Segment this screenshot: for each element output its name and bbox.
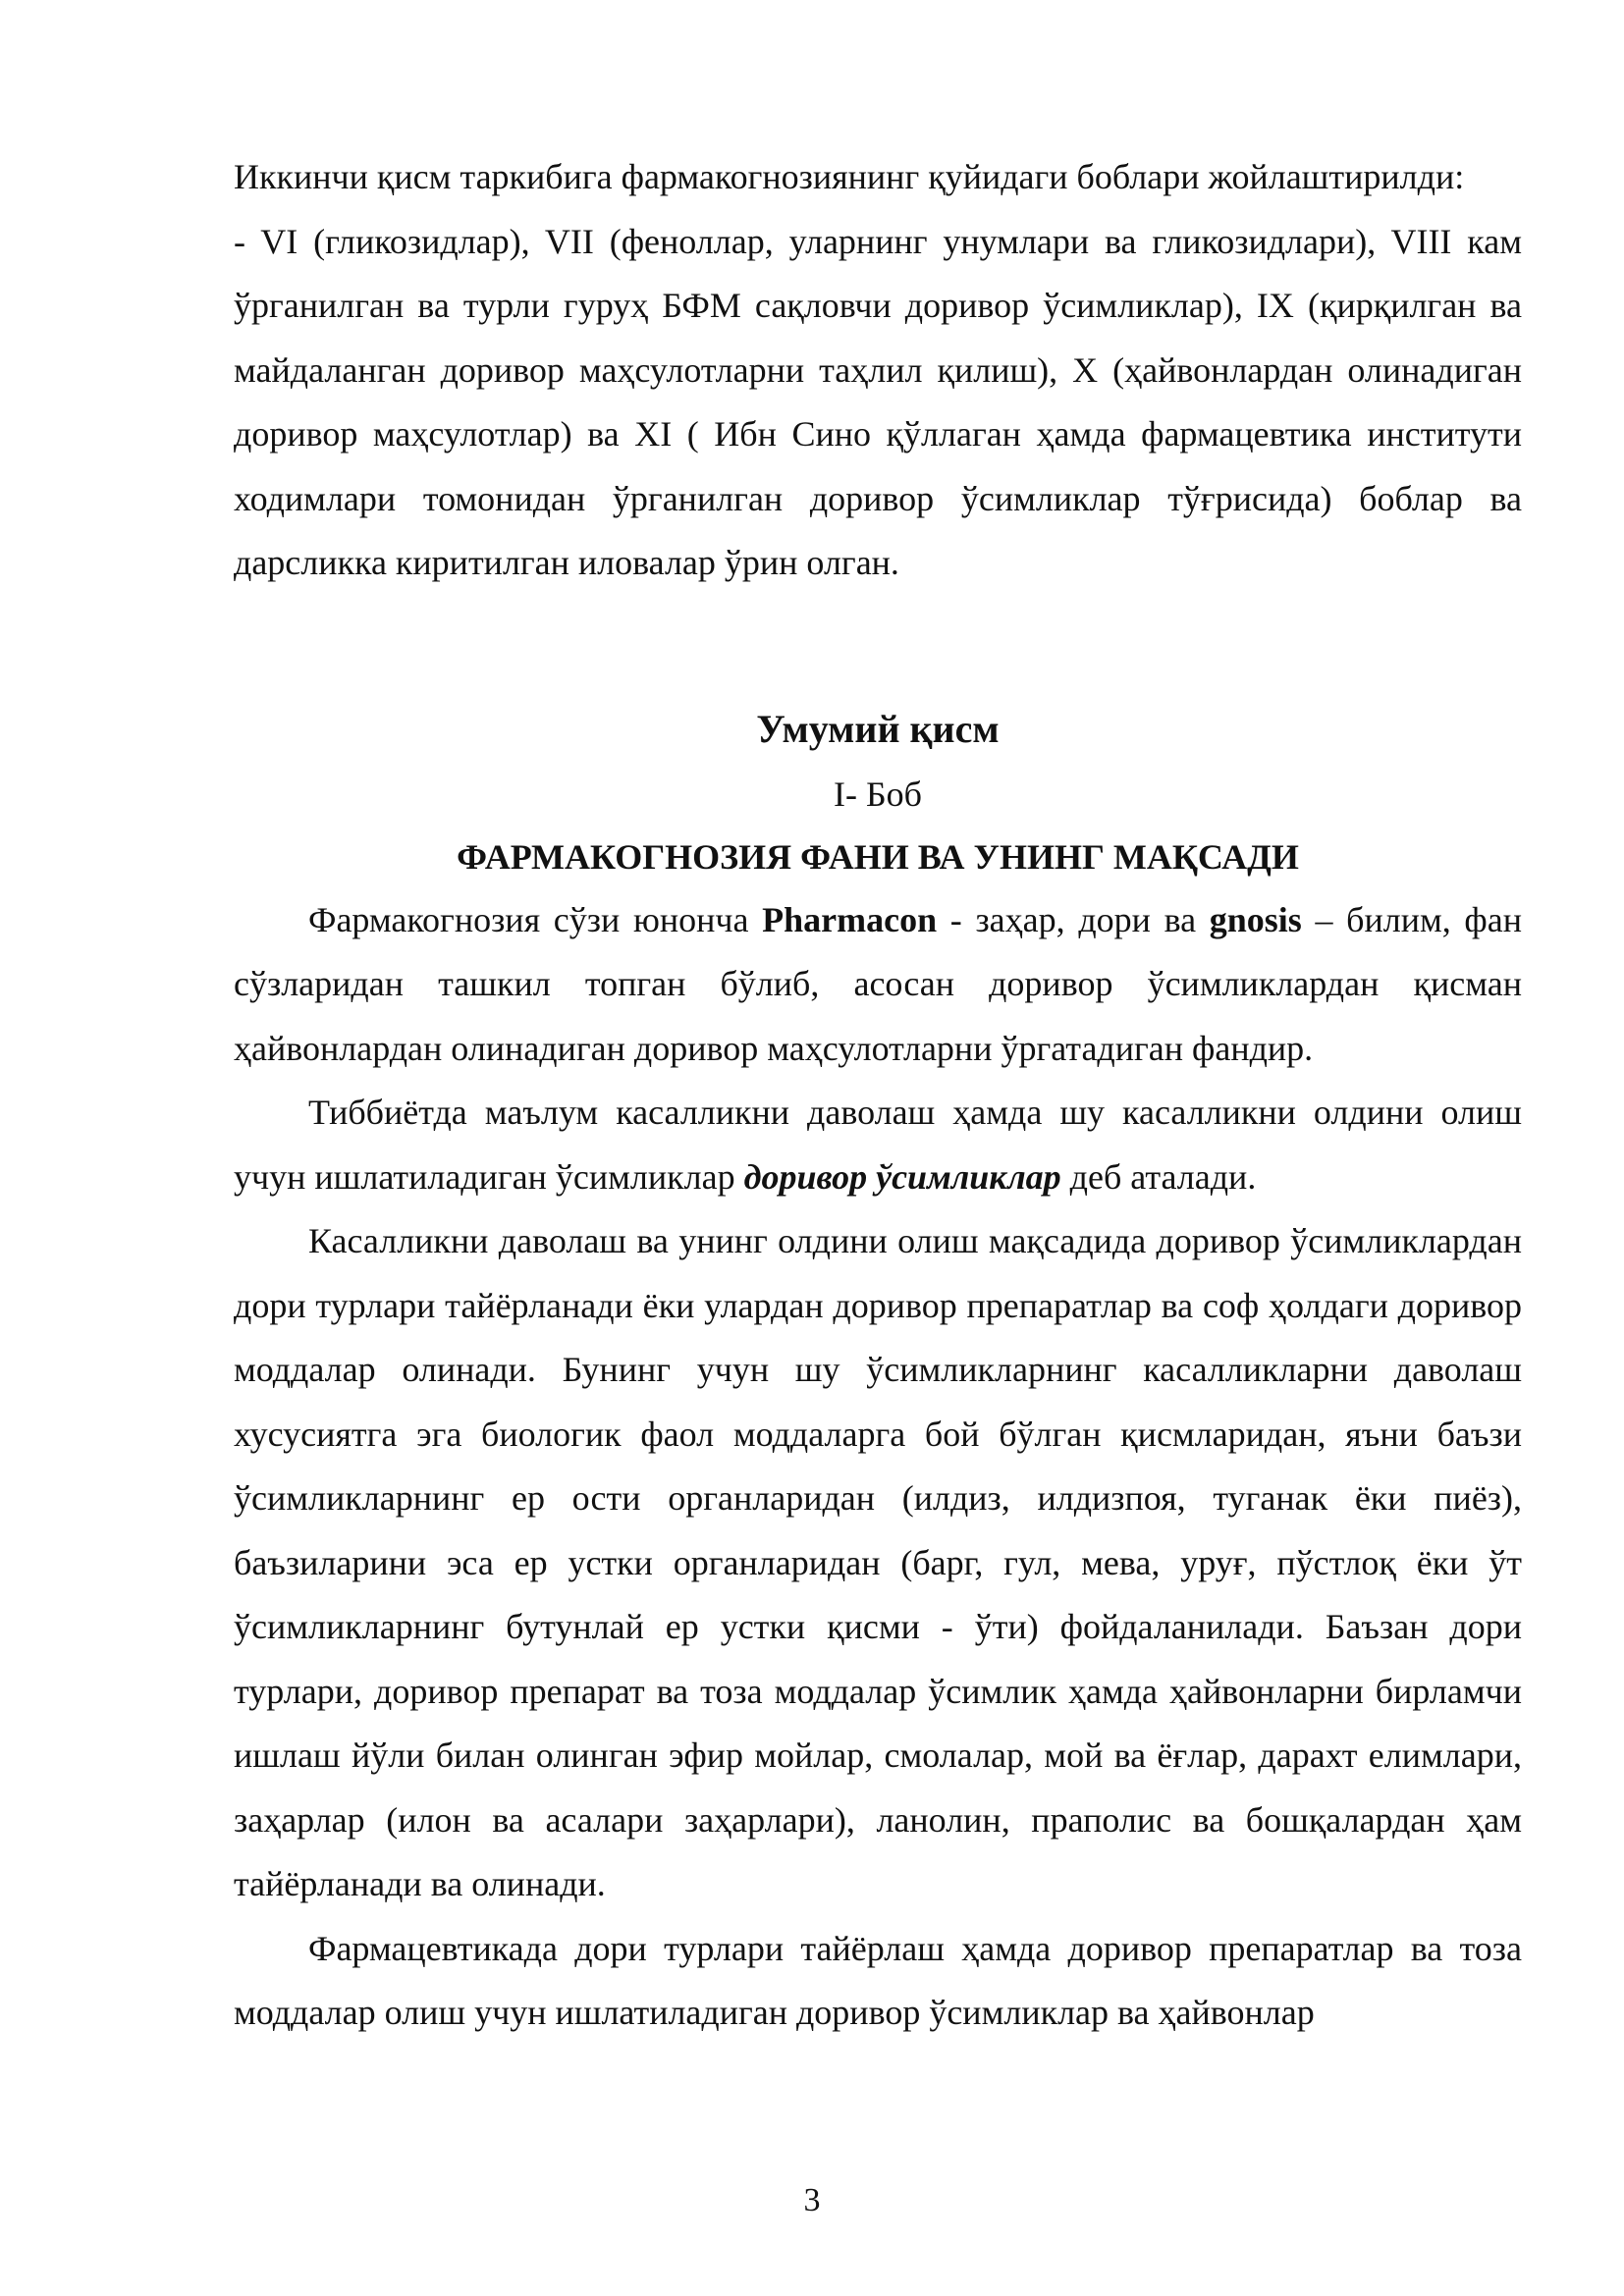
- document-page: [234, 145, 1522, 2046]
- section-title: Умумий қисм: [756, 706, 1000, 751]
- text-segment: Тиббиётда маълум касалликни даволаш ҳамда шу касалликни олдини олиш учун ишлатиладиган ўсимликлар: [234, 1093, 1522, 1197]
- spacer: [234, 596, 1522, 696]
- text-segment: – билим, фан сўзларидан ташкил топган бўлиб, асосан доривор ўсимликлардан қисман ҳайвонлардан олинадиган доривор маҳсулотларни ўргатадиган фандир.: [234, 899, 1523, 1068]
- chapter-title: ФАРМАКОГНОЗИЯ ФАНИ ВА УНИНГ МАҚСАДИ: [457, 836, 1299, 877]
- term-gnosis: gnosis: [1209, 899, 1302, 939]
- paragraph-usage: Касалликни даволаш ва унинг олдини олиш мақсадида доривор ўсимликлардан дори турлари тайёрланади ёки улардан доривор препаратлар ва соф ҳолдаги доривор моддалар олинади. Бунинг учун шу ўсимликларнинг касалликларни даволаш хусусиятга эга биологик фаол моддаларга бой бўлган қисмларидан, яъни баъзи ўсимликларнинг ер ости органларидан (илдиз, илдизпоя, туганак ёки пиёз), баъзиларини эса ер устки органларидан (барг, гул, мева, уруғ, пўстлоқ ёки ўт ўсимликларнинг бутунлай ер устки қисми - ўти) фойдаланилади. Баъзан дори турлари, доривор препарат ва тоза моддалар ўсимлик ҳамда ҳайвонларни бирламчи ишлаш йўли билан олинган эфир мойлар, смолалар, мой ва ёғлар, дарахт елимлари, заҳарлар (илон ва асалари заҳарлари), ланолин, праполис ва бошқалардан ҳам тайёрланади ва олинади.: [234, 1221, 1522, 1903]
- paragraph-pharmaceutics: Фармацевтикада дори турлари тайёрлаш ҳамда доривор препаратлар ва тоза моддалар олиш учун ишлатиладиган доривор ўсимликлар ва ҳайвонлар: [234, 1928, 1522, 2032]
- intro-line-1: Иккинчи қисм таркибига фармакогнозиянинг қуйидаги боблари жойлаштирилди:: [234, 157, 1465, 196]
- text-segment: деб аталади.: [1060, 1156, 1257, 1197]
- text-segment: Фармакогнозия сўзи юнонча: [308, 899, 763, 939]
- text-segment: - заҳар, дори ва: [937, 899, 1210, 939]
- term-pharmacon: Pharmacon: [762, 899, 938, 939]
- page-number: 3: [803, 2182, 821, 2218]
- intro-chapters-list: - VI (гликозидлар), VII (феноллар, уларнинг унумлари ва гликозидлари), VIII кам ўрганилган ва турли гуруҳ БФМ сақловчи доривор ўсимликлар), IX (қирқилган ва майдаланган доривор маҳсулотларни таҳлил қилиш), X (ҳайвонлардан олинадиган доривор маҳсулотлар) ва XI ( Ибн Сино қўллаган ҳамда фармацевтика институти ходимлари томонидан ўрганилган доривор ўсимликлар тўғрисида) боблар ва дарсликка киритилган иловалар ўрин олган.: [234, 221, 1522, 582]
- paragraph-definition: [234, 888, 1522, 1082]
- chapter-label: I- Боб: [834, 774, 922, 814]
- term-medicinal-plants: доривор ўсимликлар: [743, 1156, 1061, 1197]
- paragraph-medicinal-plants: [234, 1081, 1522, 1209]
